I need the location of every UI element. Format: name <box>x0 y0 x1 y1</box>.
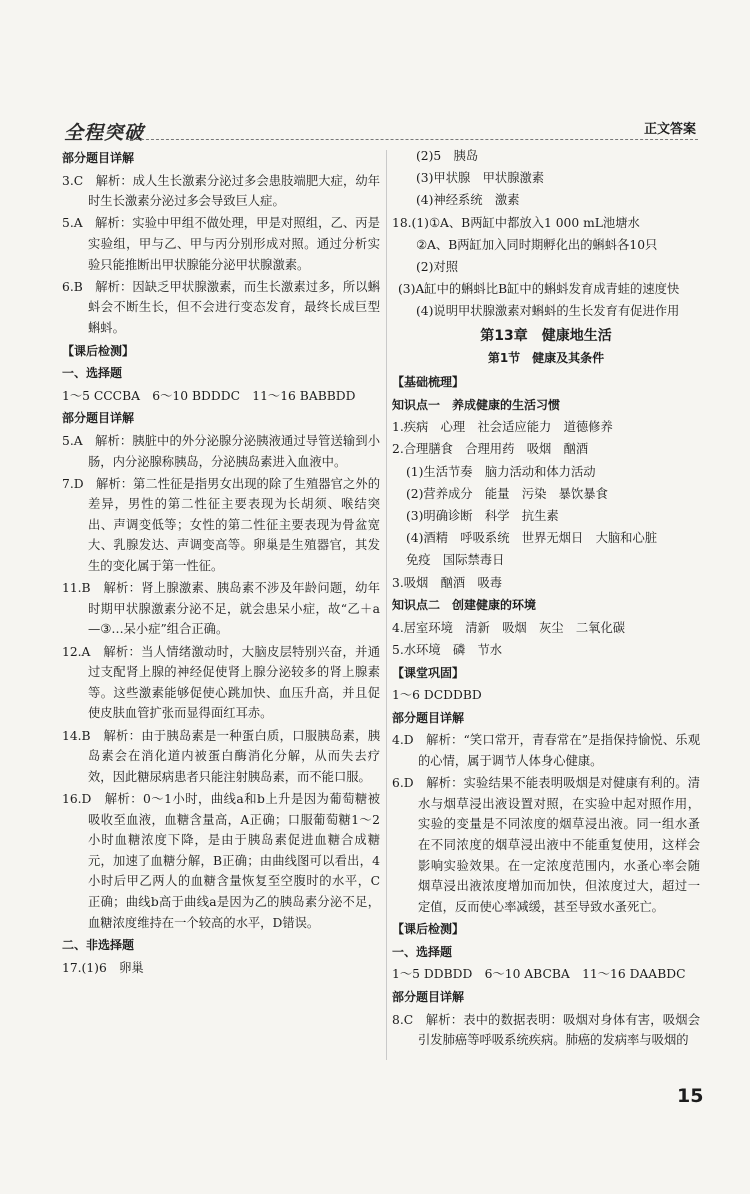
answer-line: 1～5 DDBDD 6～10 ABCBA 11～16 DAABDC <box>392 967 686 982</box>
answer-line: 1～5 CCCBA 6～10 BDDDC 11～16 BABBDD <box>62 388 356 403</box>
answer-line: 6.D 解析：实验结果不能表明吸烟是对健康有利的。清水与烟草浸出液设置对照，在实验中起对照作用，实验的变量是不同浓度的烟草浸出液。同一组水蚤在不同浓度的烟草浸出液中不能重复使用，这样会影响实验效果。在一定浓度范围内，水蚤心率会随烟草浸出液浓度增加而加快，但浓度过大，超过一定值，反而使心率减缓，甚至导致水蚤死亡。 <box>392 776 700 914</box>
section-heading: 第1节 健康及其条件 <box>487 350 605 365</box>
page-header <box>56 112 698 146</box>
answer-line: 5.A 解析：胰脏中的外分泌腺分泌胰液通过导管送输到小肠，内分泌腺称胰岛，分泌胰岛素进入血液中。 <box>62 433 380 469</box>
answer-line: 7.D 解析：第二性征是指男女出现的除了生殖器官之外的差异，男性的第二性征主要表现为长胡须、喉结突出、声调变低等；女性的第二性征主要表现为骨盆宽大、乳腺发达、声调变高等。卵巢是生殖器官，其发生的变化属于第一性征。 <box>62 476 380 574</box>
section-heading: 【课后检测】 <box>392 922 465 937</box>
answer-line: 1.疾病 心理 社会适应能力 道德修养 <box>392 420 613 435</box>
answer-line: 12.A 解析：当人情绪激动时，大脑皮层特别兴奋，并通过支配肾上腺的神经促使肾上腺分泌较多的肾上腺素等。这些激素能够促使心跳加快、血压升高，并且促使皮肤血管扩张而显得面红耳赤。 <box>62 644 380 721</box>
header-rule <box>126 139 698 140</box>
section-heading: 【课后检测】 <box>62 343 135 358</box>
section-heading: 知识点二 创建健康的环境 <box>392 598 537 613</box>
answer-line: (3)明确诊断 科学 抗生素 <box>406 509 559 524</box>
answer-line: 11.B 解析：肾上腺激素、胰岛素不涉及年龄问题，幼年时期甲状腺激素分泌不足，就会患呆小症，故“乙＋a—③…呆小症”组合正确。 <box>62 581 380 637</box>
answer-line: (2)对照 <box>416 259 459 274</box>
section-heading: 部分题目详解 <box>392 710 465 725</box>
page-number: 15 <box>677 1085 704 1107</box>
answer-line: 3.C 解析：成人生长激素分泌过多会患肢端肥大症，幼年时生长激素分泌过多会导致巨人症。 <box>62 173 380 209</box>
book-logo: 全程突破 <box>64 122 145 144</box>
answer-line: ②A、B两缸加入同时期孵化出的蝌蚪各10只 <box>416 237 658 252</box>
answer-line: (3)A缸中的蝌蚪比B缸中的蝌蚪发育成青蛙的速度快 <box>398 282 680 297</box>
left-column <box>62 146 380 980</box>
answer-line: 1～6 DCDDBD <box>392 688 482 703</box>
section-heading: 部分题目详解 <box>62 411 135 426</box>
section-heading: 第13章 健康地生活 <box>480 327 612 344</box>
answer-line: (4)神经系统 激素 <box>416 193 520 208</box>
section-heading: 一、选择题 <box>62 366 123 381</box>
answer-line: (2)营养成分 能量 污染 暴饮暴食 <box>406 486 608 501</box>
section-heading: 一、选择题 <box>392 944 453 959</box>
answer-line: 免疫 国际禁毒日 <box>406 553 505 568</box>
column-divider <box>386 150 387 1060</box>
answer-line: 5.A 解析：实验中甲组不做处理，甲是对照组，乙、丙是实验组，甲与乙、甲与丙分别形成对照。通过分析实验只能推断出甲状腺能分泌甲状腺激素。 <box>62 216 380 272</box>
answer-line: 16.D 解析：0～1小时，曲线a和b上升是因为葡萄糖被吸收至血液，血糖含量高，A正确；口服葡萄糖1～2小时血糖浓度下降，是由于胰岛素促进血糖合成糖元，加速了血糖分解，B正确；由曲线图可以看出，4小时后甲乙两人的血糖含量恢复至空腹时的水平，C正确；曲线b高于曲线a是因为乙的胰岛素分泌不足，血糖浓度维持在一个较高的水平，D错误。 <box>62 791 380 930</box>
section-heading: 二、非选择题 <box>62 938 135 953</box>
section-heading: 部分题目详解 <box>392 990 465 1005</box>
section-heading: 知识点一 养成健康的生活习惯 <box>392 397 561 412</box>
answer-line: 8.C 解析：表中的数据表明：吸烟对身体有害，吸烟会引发肺癌等呼吸系统疾病。肺癌的发病率与吸烟的 <box>392 1012 700 1048</box>
answer-line: 5.水环境 磷 节水 <box>392 642 503 657</box>
answer-line: 6.B 解析：因缺乏甲状腺激素，而生长激素过多，所以蝌蚪会不断生长，但不会进行变态发育，最终长成巨型蝌蚪。 <box>62 279 380 335</box>
answer-line: (3)甲状腺 甲状腺激素 <box>416 171 545 186</box>
answer-line: 3.吸烟 酗酒 吸毒 <box>392 575 503 590</box>
section-label: 正文答案 <box>643 122 696 137</box>
section-heading: 【课堂巩固】 <box>392 665 465 680</box>
answer-line: 17.(1)6 卵巢 <box>62 960 144 975</box>
answer-line: (4)酒精 呼吸系统 世界无烟日 大脑和心脏 <box>406 531 658 546</box>
answer-line: (1)生活节奏 脑力活动和体力活动 <box>406 464 596 479</box>
right-column <box>392 146 700 1052</box>
section-heading: 部分题目详解 <box>62 151 135 165</box>
answer-line: 18.(1)①A、B两缸中都放入1 000 mL池塘水 <box>392 215 640 230</box>
answer-line: 4.居室环境 清新 吸烟 灰尘 二氧化碳 <box>392 620 626 635</box>
answer-line: (4)说明甲状腺激素对蝌蚪的生长发育有促进作用 <box>416 304 680 319</box>
answer-line: 14.B 解析：由于胰岛素是一种蛋白质，口服胰岛素，胰岛素会在消化道内被蛋白酶消化分解，从而失去疗效，因此糖尿病患者只能注射胰岛素，而不能口服。 <box>62 728 380 784</box>
answer-line: 2.合理膳食 合理用药 吸烟 酗酒 <box>392 442 589 457</box>
answer-line: (2)5 胰岛 <box>416 149 479 163</box>
answer-line: 4.D 解析：“笑口常开，青春常在”是指保持愉悦、乐观的心情，属于调节人体身心健康。 <box>392 733 700 768</box>
section-heading: 【基础梳理】 <box>392 375 465 390</box>
